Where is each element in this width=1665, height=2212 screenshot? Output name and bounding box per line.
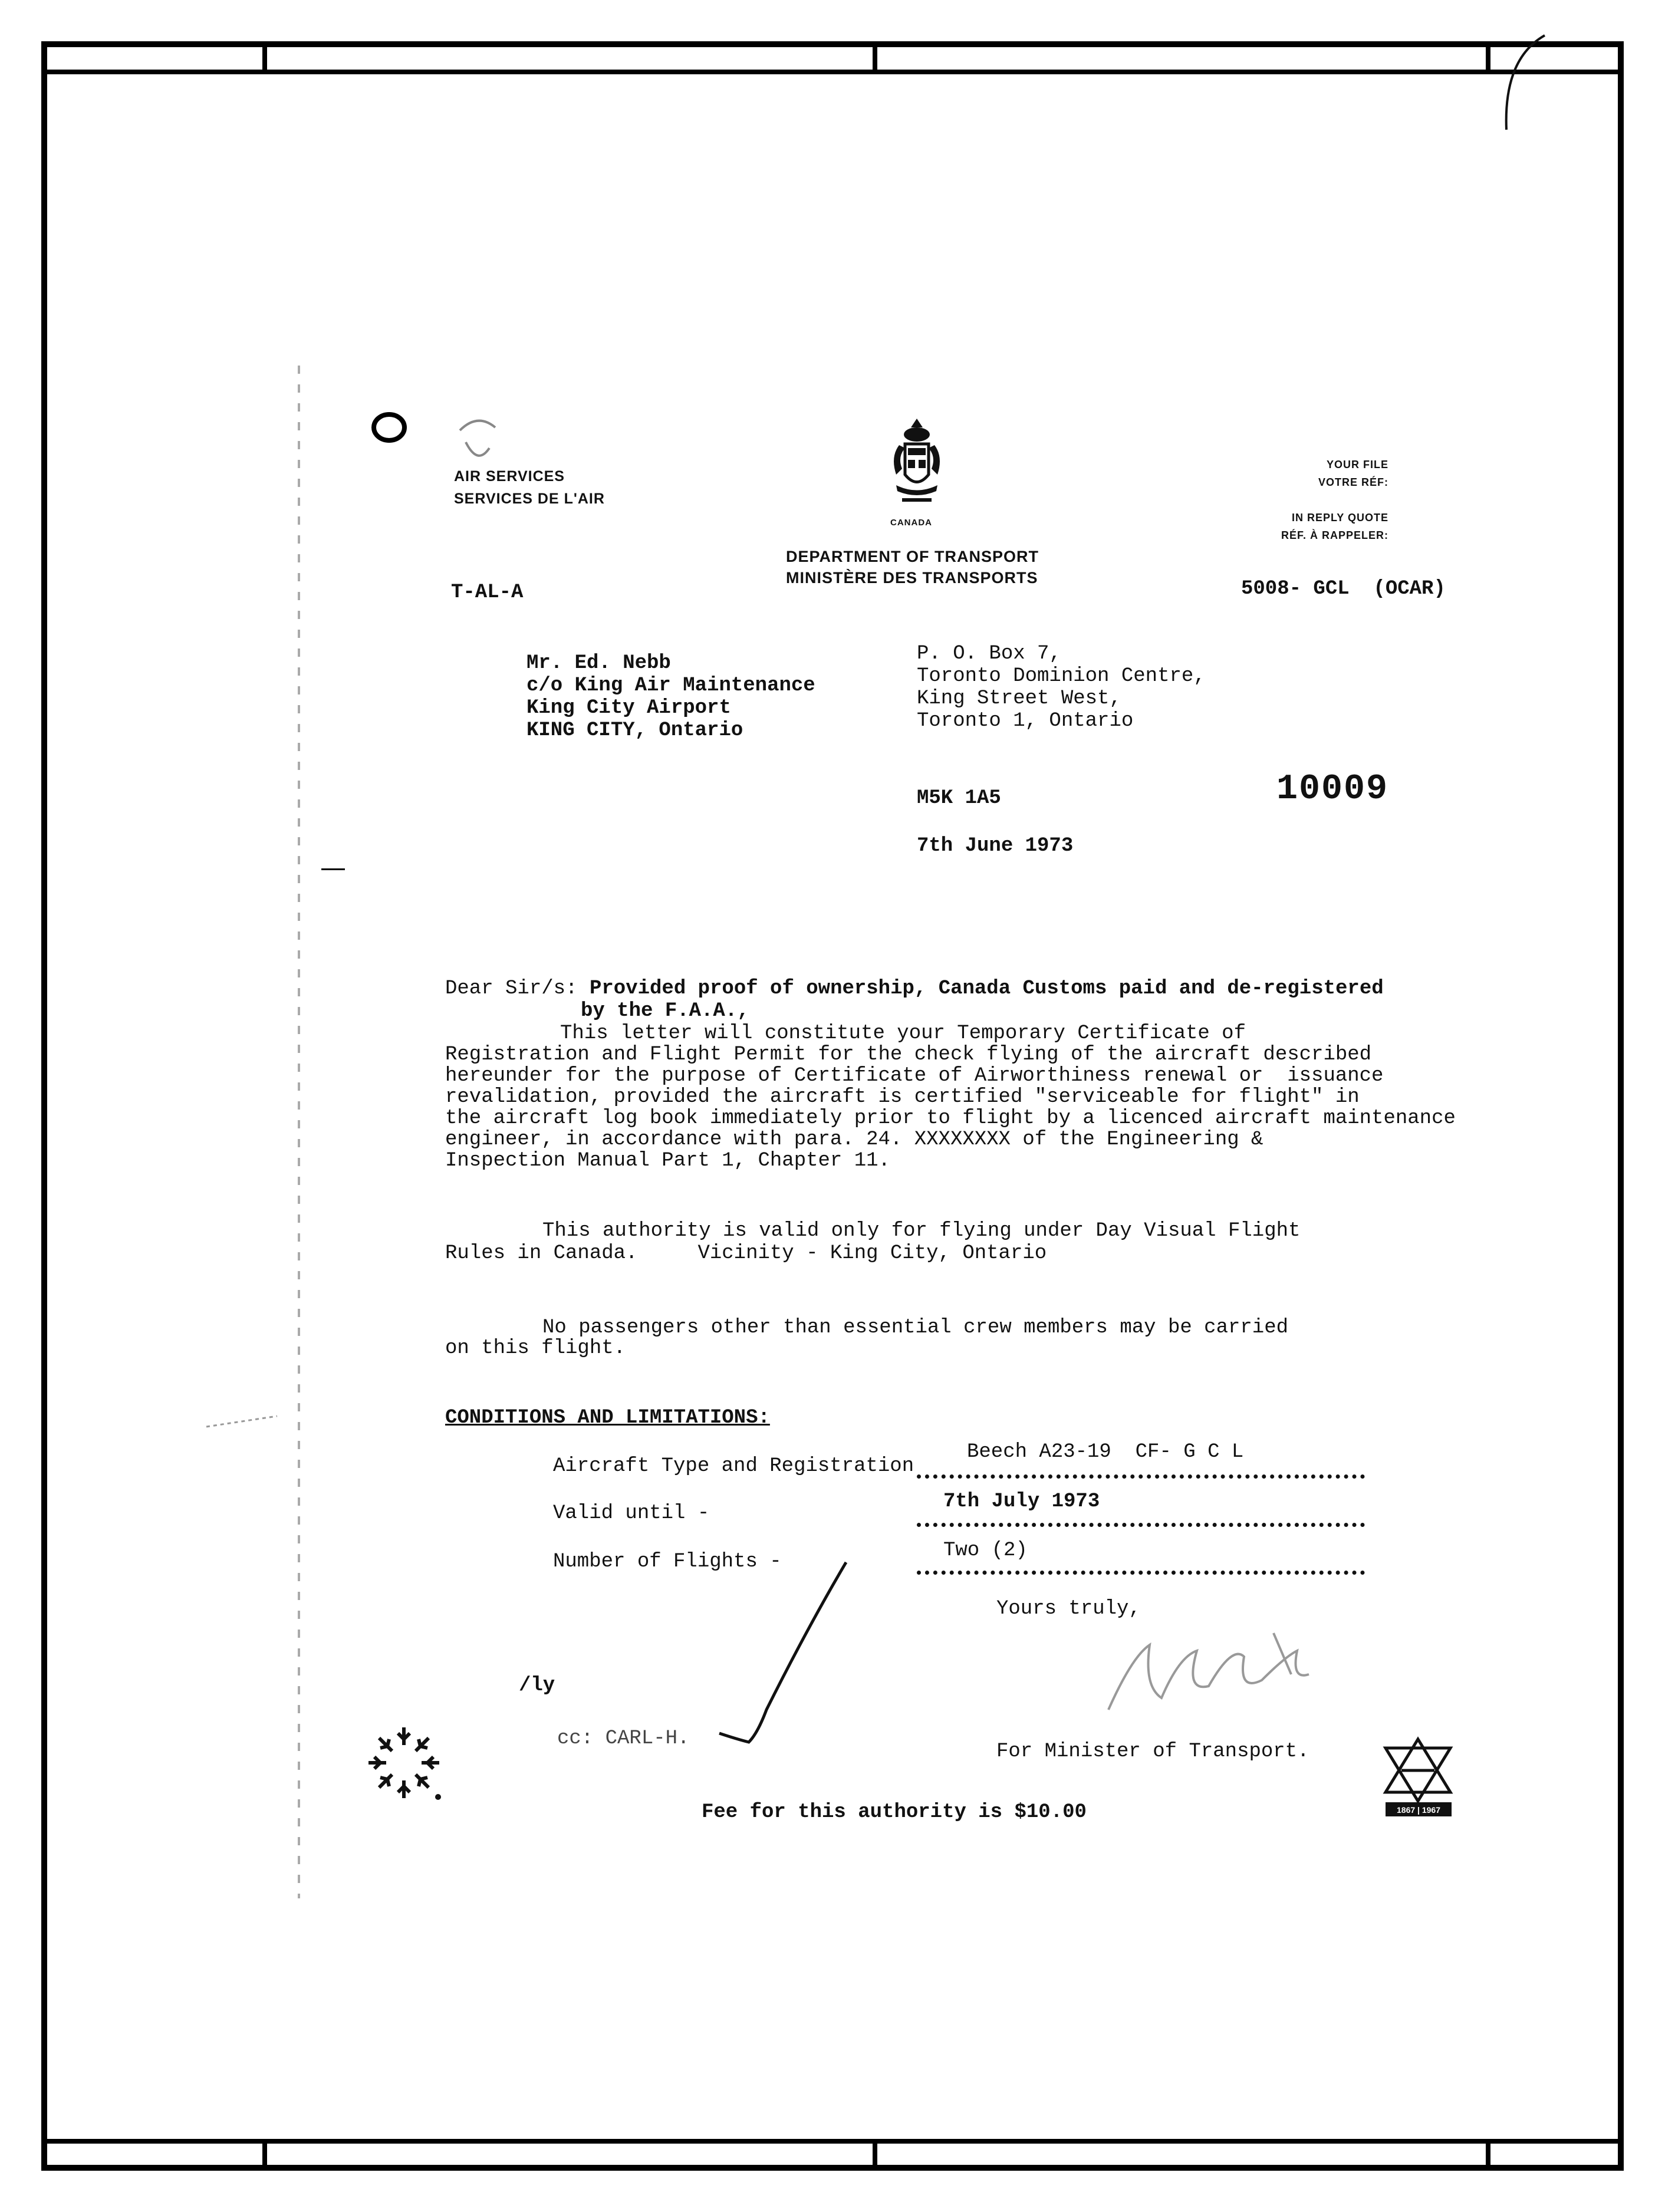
- stamp-number: 10009: [1276, 769, 1389, 809]
- dotted-leader: [917, 1516, 1365, 1527]
- bottom-tick: [873, 2139, 877, 2171]
- ref-a-rappeler-label: RÉF. À RAPPELER:: [1281, 529, 1388, 541]
- body-line: Provided proof of ownership, Canada Customs paid and de-registered: [590, 977, 1384, 1000]
- air-services-label: AIR SERVICES: [454, 468, 565, 485]
- recipient-line: Mr. Ed. Nebb: [527, 652, 671, 674]
- body-line: by the F.A.A.,: [581, 1000, 749, 1022]
- fee-note: Fee for this authority is $10.00: [702, 1801, 1087, 1823]
- condition-value: 7th July 1973: [943, 1490, 1100, 1513]
- centennial-emblem-icon: [363, 1721, 445, 1804]
- corner-mark-icon: [1486, 24, 1551, 141]
- coat-of-arms-icon: [884, 416, 949, 516]
- body-line: No passengers other than essential crew members may be carried: [542, 1316, 1289, 1339]
- condition-value: Beech A23-19 CF- G C L: [967, 1441, 1244, 1463]
- salutation: Dear Sir/s:: [445, 977, 578, 1000]
- in-reply-label: IN REPLY QUOTE: [1291, 512, 1388, 524]
- office-code: T-AL-A: [451, 581, 524, 604]
- centennial-logo-icon: [1380, 1736, 1456, 1819]
- body-line: This letter will constitute your Temporary Certificate of: [560, 1022, 1246, 1045]
- sender-address-line: Toronto 1, Ontario: [917, 710, 1134, 732]
- conditions-heading: CONDITIONS AND LIMITATIONS:: [445, 1407, 770, 1429]
- file-reference: 5008- GCL (OCAR): [1241, 578, 1446, 600]
- top-rule: [41, 70, 1624, 74]
- bottom-rule: [41, 2139, 1624, 2144]
- recipient-line: KING CITY, Ontario: [527, 719, 743, 742]
- signatory-line: For Minister of Transport.: [996, 1740, 1309, 1763]
- closing: Yours truly,: [996, 1598, 1141, 1620]
- centennial-years-label: 1867 | 1967: [1397, 1805, 1440, 1815]
- dotted-leader: [917, 1563, 1365, 1575]
- margin-mark: [321, 868, 345, 870]
- body-line: This authority is valid only for flying under Day Visual Flight: [542, 1220, 1301, 1242]
- body-line: the aircraft log book immediately prior to flight by a licenced aircraft maintenance: [445, 1107, 1456, 1130]
- sender-address-line: P. O. Box 7,: [917, 643, 1061, 665]
- punch-hole-icon: [366, 404, 419, 451]
- postal-code: M5K 1A5: [917, 787, 1001, 809]
- top-tick: [262, 41, 267, 74]
- body-line: Rules in Canada. Vicinity - King City, Ontario: [445, 1242, 1047, 1265]
- recipient-line: c/o King Air Maintenance: [527, 674, 815, 697]
- condition-label: Number of Flights -: [553, 1551, 782, 1573]
- typist-initials: /ly: [519, 1674, 555, 1697]
- body-line: revalidation, provided the aircraft is certified "serviceable for flight" in: [445, 1086, 1360, 1108]
- dept-fr-label: MINISTÈRE DES TRANSPORTS: [786, 569, 1038, 587]
- body-line: engineer, in accordance with para. 24. XXXXXXXX of the Engineering &: [445, 1128, 1263, 1151]
- body-line: Inspection Manual Part 1, Chapter 11.: [445, 1150, 890, 1172]
- dept-en-label: DEPARTMENT OF TRANSPORT: [786, 548, 1039, 565]
- canada-label: CANADA: [890, 518, 932, 528]
- dotted-leader: [917, 1467, 1365, 1479]
- votre-ref-label: VOTRE RÉF:: [1318, 476, 1388, 488]
- sender-address-line: King Street West,: [917, 687, 1121, 710]
- check-mark-icon: [702, 1556, 855, 1751]
- condition-value: Two (2): [943, 1539, 1028, 1562]
- body-line: on this flight.: [445, 1337, 626, 1360]
- bottom-tick: [1486, 2139, 1490, 2171]
- bottom-tick: [262, 2139, 267, 2171]
- carbon-copy: cc: CARL-H.: [557, 1727, 690, 1750]
- condition-label: Valid until -: [553, 1502, 710, 1525]
- top-tick: [873, 41, 877, 74]
- condition-label: Aircraft Type and Registration: [553, 1455, 914, 1477]
- your-file-label: YOUR FILE: [1326, 459, 1388, 470]
- punch-mark-icon: [454, 407, 501, 472]
- recipient-line: King City Airport: [527, 697, 731, 719]
- letter-date: 7th June 1973: [917, 835, 1074, 857]
- services-de-lair-label: SERVICES DE L'AIR: [454, 491, 605, 507]
- body-line: Registration and Flight Permit for the check flying of the aircraft described: [445, 1044, 1372, 1066]
- stray-mark-icon: [200, 1409, 283, 1433]
- paper-edge: [298, 366, 300, 1898]
- signature-icon: [1097, 1621, 1356, 1721]
- body-line: hereunder for the purpose of Certificate of Airworthiness renewal or issuance: [445, 1065, 1384, 1087]
- sender-address-line: Toronto Dominion Centre,: [917, 665, 1206, 687]
